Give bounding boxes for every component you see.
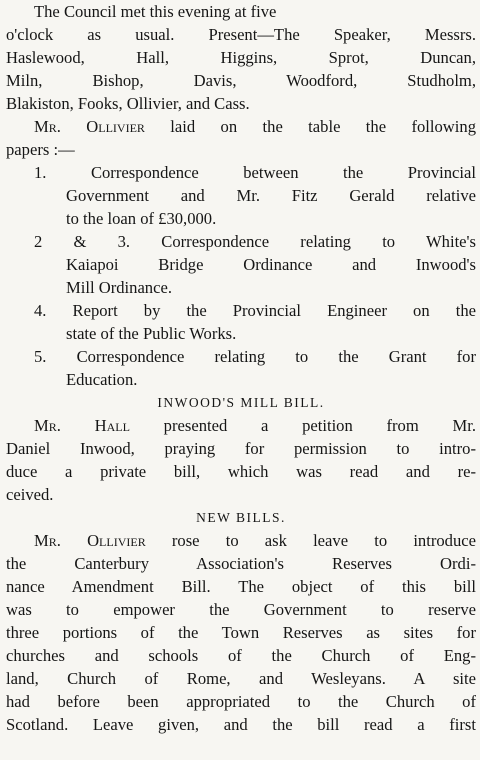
- text-line: Daniel Inwood, praying for permission to intro-: [6, 439, 476, 458]
- text-line: Mill Ordinance.: [66, 278, 172, 297]
- text-line: The Council met this evening at five: [34, 2, 277, 21]
- text-line: Kaiapoi Bridge Ordinance and Inwood's: [66, 255, 476, 274]
- section-heading: NEW BILLS.: [196, 510, 286, 525]
- section-heading: INWOOD'S MILL BILL.: [157, 395, 325, 410]
- text-line: had before been appropriated to the Church of: [6, 692, 476, 711]
- text-line: state of the Public Works.: [66, 324, 237, 343]
- text-line: churches and schools of the Church of Eng-: [6, 646, 476, 665]
- text-line: nance Amendment Bill. The object of this bill: [6, 577, 476, 596]
- speaker-name: Mr. Ollivier: [34, 531, 146, 550]
- text-line: 2 & 3. Correspondence relating to White's: [34, 232, 476, 251]
- text-line: Blakiston, Fooks, Ollivier, and Cass.: [6, 94, 250, 113]
- text-line: was to empower the Government to reserve: [6, 600, 476, 619]
- speaker-name: Mr. Ollivier: [34, 117, 145, 136]
- text-line: Education.: [66, 370, 138, 389]
- text-line: the Canterbury Association's Reserves Ordi-: [6, 554, 476, 573]
- text-line: Mr. Ollivier rose to ask leave to introduce: [34, 531, 476, 550]
- text-line: three portions of the Town Reserves as sites for: [6, 623, 476, 642]
- text-line: 5. Correspondence relating to the Grant for: [34, 347, 476, 366]
- text-line: Scotland. Leave given, and the bill read a first: [6, 715, 476, 734]
- text-line: Haslewood, Hall, Higgins, Sprot, Duncan,: [6, 48, 476, 67]
- text-line: 1. Correspondence between the Provincial: [34, 163, 476, 182]
- text-line: Government and Mr. Fitz Gerald relative: [66, 186, 476, 205]
- text-line: 4. Report by the Provincial Engineer on the: [34, 301, 476, 320]
- text-line: Miln, Bishop, Davis, Woodford, Studholm,: [6, 71, 476, 90]
- text-line: o'clock as usual. Present—The Speaker, Messrs.: [6, 25, 476, 44]
- text-line: papers :—: [6, 140, 75, 159]
- text-line: duce a private bill, which was read and re-: [6, 462, 476, 481]
- text-line: Mr. Ollivier laid on the table the following: [34, 117, 476, 136]
- text-line: to the loan of £30,000.: [66, 209, 217, 228]
- text-line: ceived.: [6, 485, 54, 504]
- text-line: Mr. Hall presented a petition from Mr.: [34, 416, 476, 435]
- text-line: land, Church of Rome, and Wesleyans. A site: [6, 669, 476, 688]
- speaker-name: Mr. Hall: [34, 416, 130, 435]
